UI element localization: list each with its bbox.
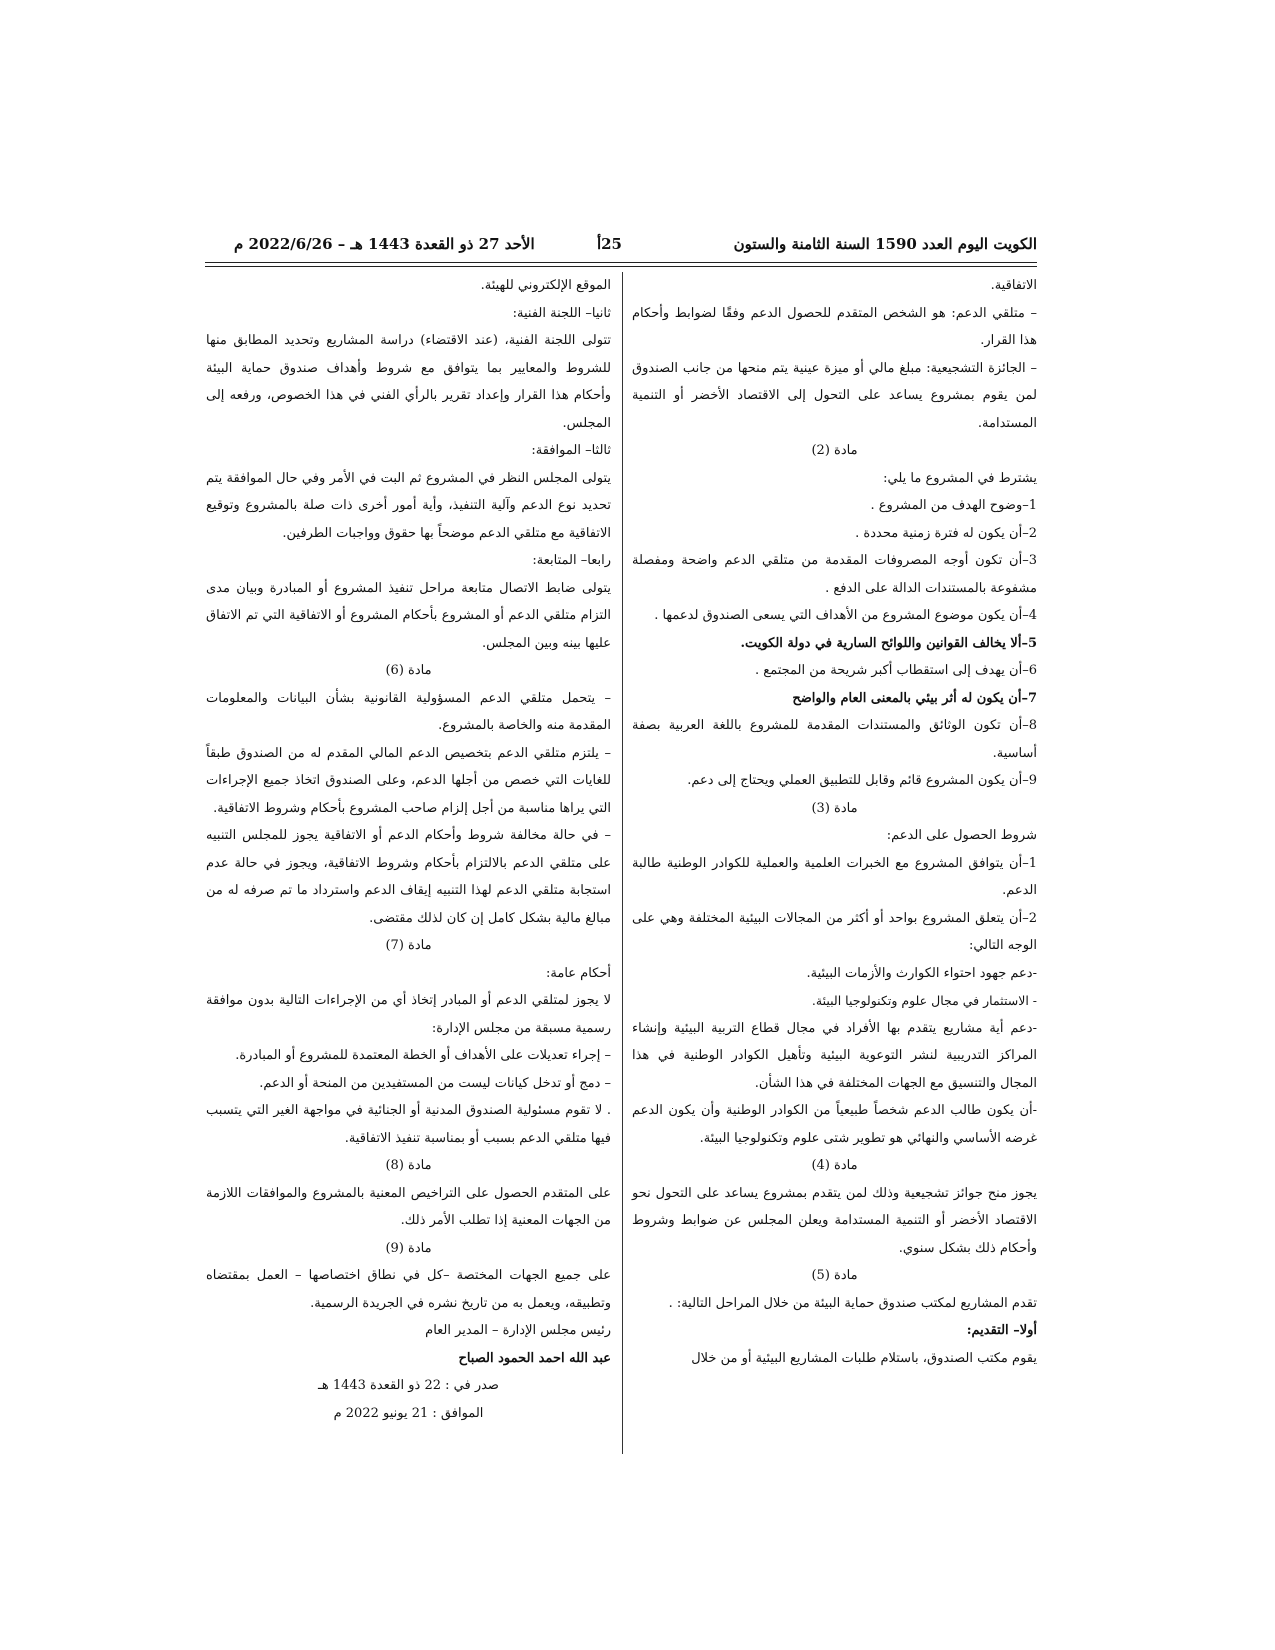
header-date: الأحد 27 ذو القعدة 1443 هـ – 2022/6/26 م [234,235,535,253]
list-item: 6–أن يهدف إلى استقطاب أكبر شريحة من المجتمع . [755,663,1037,678]
paragraph: تتولى اللجنة الفنية، (عند الاقتضاء) دراسة المشاريع وتحديد المطابق منها للشروط والمعايير بما يتوافق مع شروط وأهداف صندوق حماية البيئة وأحكام هذا القرار وإعداد تقرير بالرأي الفني في هذا الخصوص، ورفعه إلى المجلس. [206,333,611,431]
list-item: 9–أن يكون المشروع قائم وقابل للتطبيق العملي ويحتاج إلى دعم. [687,773,1037,788]
paragraph: يقوم مكتب الصندوق، باستلام طلبات المشاريع البيئية أو من خلال [691,1350,1037,1366]
article-heading: مادة (2) [811,443,858,458]
paragraph: الاتفاقية. [990,278,1037,293]
header-issue: الكويت اليوم العدد 1590 السنة الثامنة والستون [733,235,1037,253]
corresponding-date: الموافق : 21 يونيو 2022 م [333,1405,484,1421]
section-heading: أحكام عامة: [546,965,611,981]
signatory-name: عبد الله احمد الحمود الصباح [458,1350,611,1366]
list-item: -أن يكون طالب الدعم شخصاً طبيعياً من الكوادر الوطنية وأن يكون الدعم غرضه الأساسي والنهائي هو تطوير شتى علوم وتكنولوجيا البيئة. [632,1103,1037,1146]
list-item: 1–أن يتوافق المشروع مع الخبرات العلمية والعملية للكوادر الوطنية طالبة الدعم. [632,855,1037,898]
paragraph: – إجراء تعديلات على الأهداف أو الخطة المعتمدة للمشروع أو المبادرة. [235,1048,611,1063]
list-item: 2–أن يتعلق المشروع بواحد أو أكثر من المجالات البيئية المختلفة وهي على الوجه التالي: [632,910,1037,953]
article-heading: مادة (4) [811,1158,858,1173]
paragraph: تقدم المشاريع لمكتب صندوق حماية البيئة من خلال المراحل التالية: . [668,1295,1037,1311]
list-item: - الاستثمار في مجال علوم وتكنولوجيا البيئة. [811,993,1037,1008]
column-divider [622,272,623,1454]
paragraph: شروط الحصول على الدعم: [886,828,1037,843]
paragraph: على جميع الجهات المختصة –كل في نطاق اختصاصها – العمل بمقتضاه وتطبيقه، ويعمل به من تاريخ نشره في الجريدة الرسمية. [206,1268,611,1311]
right-column [632,272,1037,1372]
list-item: 2–أن يكون له فترة زمنية محددة . [855,525,1037,541]
article-heading: مادة (9) [385,1240,432,1256]
paragraph: – يلتزم متلقي الدعم بتخصيص الدعم المالي المقدم له من الصندوق طبقاً للغايات التي خصص من أجلها الدعم، وعلى الصندوق اتخاذ جميع الإجراءات التي يراها مناسبة من أجل إلزام صاحب المشروع بأحكام وشروط الاتفاقية. [206,745,611,816]
section-heading: رابعا– المتابعة: [532,553,611,568]
page-header [234,235,1037,259]
list-item: 1–وضوح الهدف من المشروع . [870,498,1037,513]
paragraph: يتولى ضابط الاتصال متابعة مراحل تنفيذ المشروع أو المبادرة وبيان مدى التزام متلقي الدعم أو المشروع بأحكام المشروع أو الاتفاقية التي تم الاتفاق عليها بينه وبين المجلس. [206,580,611,651]
left-column [206,272,611,1427]
article-heading: مادة (8) [385,1158,432,1173]
list-item: -دعم أية مشاريع يتقدم بها الأفراد في مجال قطاع التربية البيئية وإنشاء المراكز التدريبية لنشر التوعوية البيئية وتأهيل الكوادر الوطنية في هذا المجال والتنسيق مع الجهات المختلفة في هذا الشأن. [632,1020,1037,1091]
paragraph: – دمج أو تدخل كيانات ليست من المستفيدين من المنحة أو الدعم. [259,1075,611,1091]
list-item: 3–أن تكون أوجه المصروفات المقدمة من متلقي الدعم واضحة ومفصلة مشفوعة بالمستندات الدالة على الدفع . [632,553,1037,596]
paragraph: – يتحمل متلقي الدعم المسؤولية القانونية بشأن البيانات والمعلومات المقدمة منه والخاصة بالمشروع. [206,690,611,733]
header-page-number: 25أ [596,235,622,253]
article-heading: مادة (3) [811,800,858,816]
section-heading: ثالثا– الموافقة: [531,443,611,458]
issue-date: صدر في : 22 ذو القعدة 1443 هـ [318,1378,499,1393]
paragraph: يشترط في المشروع ما يلي: [883,470,1037,486]
article-heading: مادة (7) [385,938,432,953]
paragraph: على المتقدم الحصول على التراخيص المعنية بالمشروع والموافقات اللازمة من الجهات المعنية إذا تطلب الأمر ذلك. [206,1185,611,1228]
paragraph: الموقع الإلكتروني للهيئة. [480,278,611,293]
list-item: 7–أن يكون له أثر بيئي بالمعنى العام والواضح [792,690,1037,706]
section-heading: أولا– التقديم: [966,1323,1037,1338]
definition-award: – الجائزة التشجيعية: مبلغ مالي أو ميزة عينية يتم منحها من جانب الصندوق لمن يقوم بمشروع يساعد على التحول إلى الاقتصاد الأخضر أو التنمية المستدامة. [632,360,1037,431]
paragraph: لا يجوز لمتلقي الدعم أو المبادر إتخاذ أي من الإجراءات التالية بدون موافقة رسمية مسبقة من مجلس الإدارة: [206,993,611,1036]
section-heading: ثانيا– اللجنة الفنية: [512,305,611,321]
definition-recipient: – متلقي الدعم: هو الشخص المتقدم للحصول الدعم وفقًا لضوابط وأحكام هذا القرار. [632,305,1037,348]
header-rule [205,262,1037,263]
article-heading: مادة (6) [385,663,432,678]
paragraph: – في حالة مخالفة شروط وأحكام الدعم أو الاتفاقية يجوز للمجلس التنبيه على متلقي الدعم بالالتزام بأحكام وشروط الاتفاقية، ويجوز في حالة عدم استجابة متلقي الدعم لهذا التنبيه إيقاف الدعم واسترداد ما تم صرفه له من مبالغ مالية بشكل كامل إن كان لذلك مقتضى. [206,828,611,926]
article-heading: مادة (5) [811,1268,858,1283]
paragraph: . لا تقوم مسئولية الصندوق المدنية أو الجنائية في مواجهة الغير التي يتسبب فيها متلقي الدعم بسبب أو بمناسبة تنفيذ الاتفاقية. [206,1103,611,1146]
list-item: 5–ألا يخالف القوانين واللوائح السارية في دولة الكويت. [740,635,1037,651]
list-item: 4–أن يكون موضوع المشروع من الأهداف التي يسعى الصندوق لدعمها . [654,608,1037,623]
header-rule [205,266,1037,267]
list-item: -دعم جهود احتواء الكوارث والأزمات البيئية. [806,965,1037,981]
list-item: 8–أن تكون الوثائق والمستندات المقدمة للمشروع باللغة العربية بصفة أساسية. [632,718,1037,761]
paragraph: يجوز منح جوائز تشجيعية وذلك لمن يتقدم بمشروع يساعد على التحول نحو الاقتصاد الأخضر أو التنمية المستدامة ويعلن المجلس عن ضوابط وشروط وأحكام ذلك بشكل سنوي. [632,1185,1038,1256]
paragraph: يتولى المجلس النظر في المشروع ثم البت في الأمر وفي حال الموافقة يتم تحديد نوع الدعم وآلية التنفيذ، وأية أمور أخرى ذات صلة بالمشروع وتوقيع الاتفاقية مع متلقي الدعم موضحاً بها حقوق وواجبات الطرفين. [206,470,611,541]
signatory-title: رئيس مجلس الإدارة – المدير العام [425,1323,611,1338]
